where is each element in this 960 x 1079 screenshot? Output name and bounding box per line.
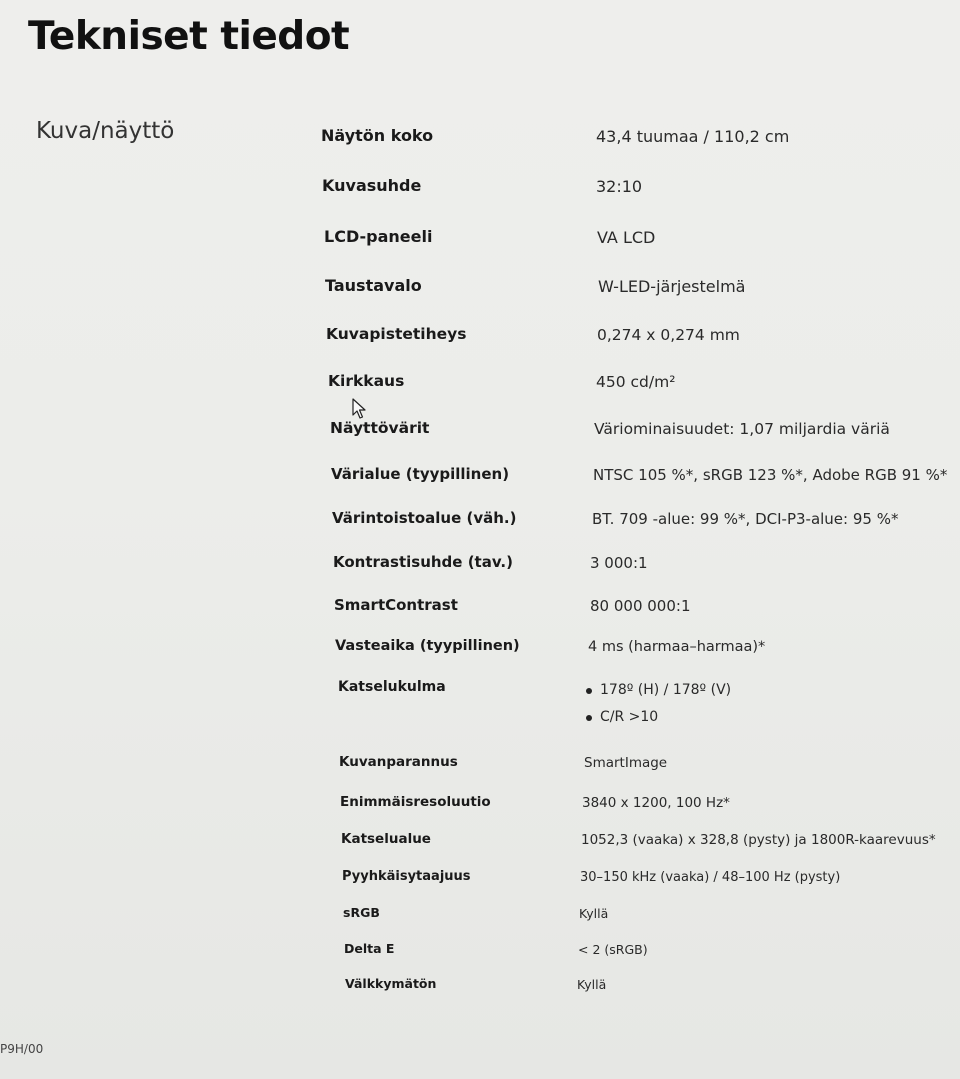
spec-value: 1052,3 (vaaka) x 328,8 (pysty) ja 1800R-kaarevuus* [581,832,936,848]
spec-label: Välkkymätön [345,976,437,991]
spec-bullet-item [586,709,731,736]
spec-label: Katselualue [341,831,431,847]
spec-label: Värintoistoalue (väh.) [332,509,517,527]
spec-label: Enimmäisresoluutio [340,794,491,810]
bullet-dot-icon [586,715,592,721]
spec-bullet-list [586,682,731,736]
spec-value: Kyllä [577,977,607,992]
spec-label: Kirkkaus [328,372,405,390]
spec-label: Vasteaika (tyypillinen) [335,638,520,654]
spec-value: VA LCD [597,228,656,247]
spec-label: Kuvapistetiheys [326,325,467,343]
spec-value: Väriominaisuudet: 1,07 miljardia väriä [594,420,890,438]
spec-label: Delta E [344,941,395,956]
spec-value: W-LED-järjestelmä [598,277,746,296]
spec-bullet-text: C/R >10 [600,709,659,725]
mouse-pointer-icon [352,398,368,420]
spec-value: 3 000:1 [590,554,648,572]
spec-value: BT. 709 -alue: 99 %*, DCI-P3-alue: 95 %* [592,510,899,528]
spec-label: SmartContrast [334,596,458,614]
spec-value: 4 ms (harmaa–harmaa)* [588,639,766,655]
spec-label: sRGB [343,905,380,920]
footer-code: P9H/00 [0,1042,44,1056]
spec-label: Värialue (tyypillinen) [331,465,510,483]
spec-label: Pyyhkäisytaajuus [342,869,471,884]
spec-value: 80 000 000:1 [590,597,691,615]
spec-label: Näytön koko [321,126,434,145]
spec-value: < 2 (sRGB) [578,942,648,957]
spec-label: Näyttövärit [330,419,430,437]
spec-value: 32:10 [596,177,643,196]
spec-value: 43,4 tuumaa / 110,2 cm [596,127,790,146]
spec-value: 0,274 x 0,274 mm [597,326,740,344]
spec-value: NTSC 105 %*, sRGB 123 %*, Adobe RGB 91 %* [593,466,948,484]
spec-value: 30–150 kHz (vaaka) / 48–100 Hz (pysty) [580,870,841,885]
spec-value: Kyllä [579,906,609,921]
spec-bullet-text: 178º (H) / 178º (V) [600,682,732,698]
spec-value: 450 cd/m² [596,373,676,391]
spec-label: Katselukulma [338,679,446,695]
section-title: Kuva/näyttö [36,118,175,144]
page-title: Tekniset tiedot [28,14,350,59]
spec-label: Kuvasuhde [322,176,422,195]
bullet-dot-icon [586,688,592,694]
spec-label: Kontrastisuhde (tav.) [333,553,513,571]
spec-label: Kuvanparannus [339,754,458,770]
spec-bullet-item [586,682,731,709]
spec-value: SmartImage [584,755,668,771]
spec-label: LCD-paneeli [324,227,433,246]
spec-label: Taustavalo [325,276,422,295]
spec-value: 3840 x 1200, 100 Hz* [582,795,730,811]
